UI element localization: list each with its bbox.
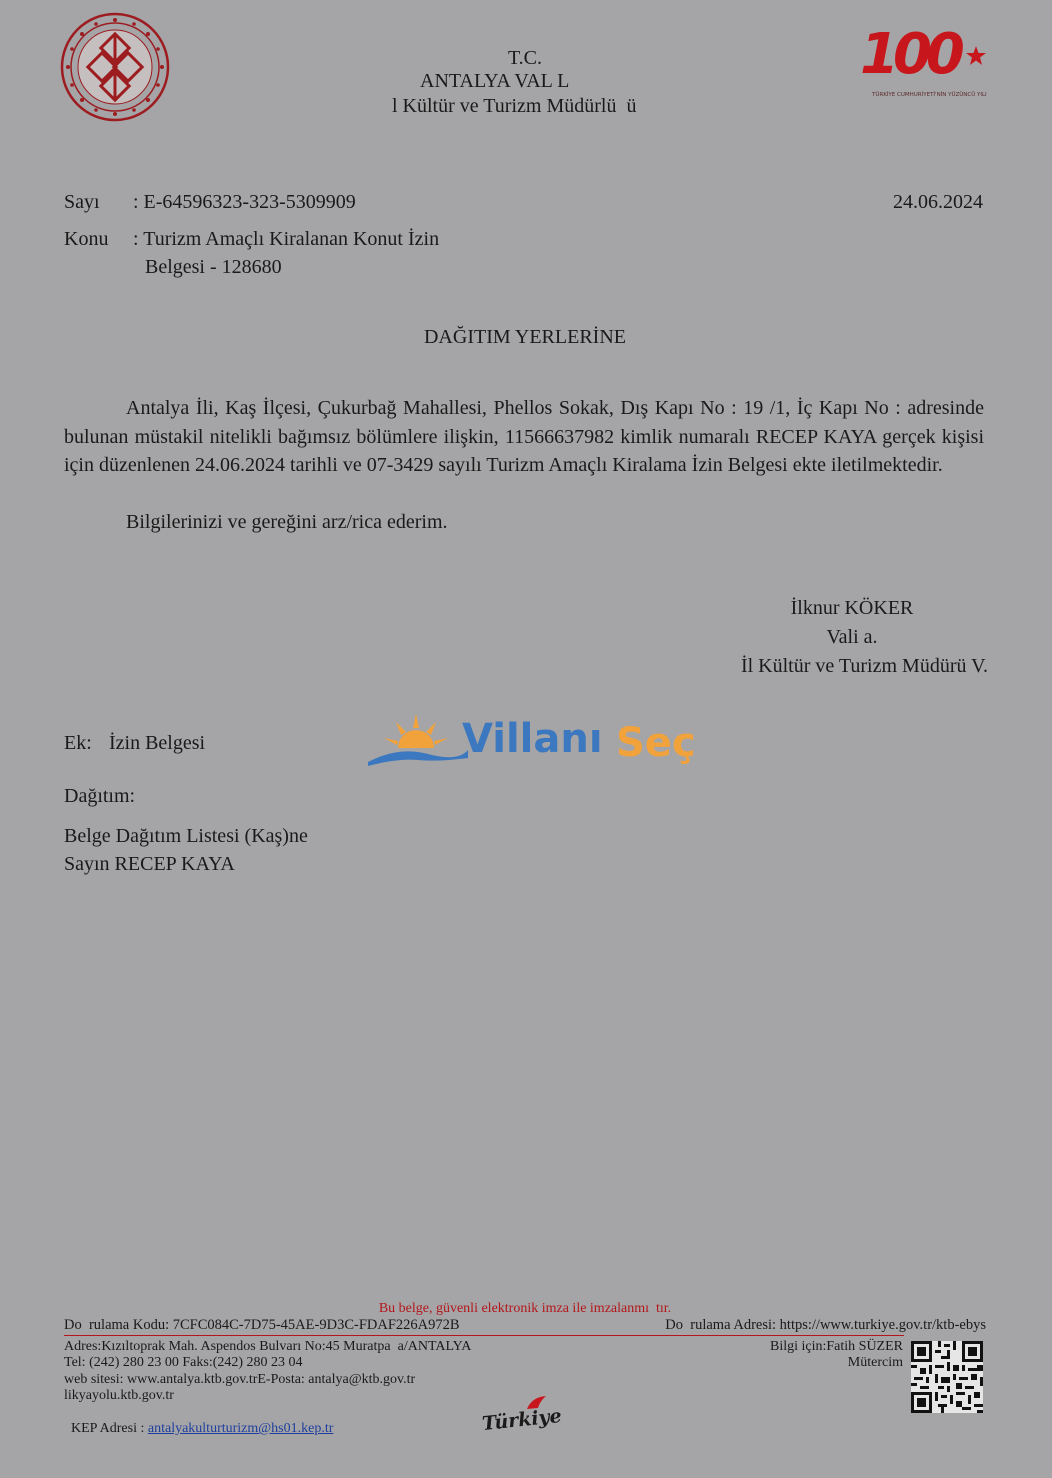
distribution-item-1: Belge Dağıtım Listesi (Kaş)ne xyxy=(64,825,308,847)
esign-note: Bu belge, güvenli elektronik imza ile imzalanmı tır. xyxy=(378,1301,672,1316)
konu-label: Konu xyxy=(64,228,109,250)
footer-info: Bilgi için:Fatih SÜZER xyxy=(769,1339,903,1354)
centennial-badge xyxy=(860,22,990,102)
verification-code: Do rulama Kodu: 7CFC084C-7D75-45AE-9D3C-FDAF226A972B xyxy=(64,1317,460,1333)
watermark-word-1: Villanı xyxy=(462,716,603,762)
body-paragraph-1: Antalya İli, Kaş İlçesi, Çukurbağ Mahallesi, Phellos Sokak, Dış Kapı No : 19 /1, İç Kapı No : adresinde bulunan müstakil nitelikli bağımsız bölümlere ilişkin, 11566637982 kimlik numaralı RECEP KAYA gerçek kişisi için düzenlenen 24.06.2024 tarihli ve 07-3429 sayılı Turizm Amaçlı Kiralama İzin Belgesi ekte iletilmektedir. xyxy=(64,397,984,477)
star-crescent-icon xyxy=(964,44,988,73)
sayi-label: Sayı xyxy=(64,191,100,213)
qr-code-icon xyxy=(911,1341,983,1413)
footer-web-2: likyayolu.ktb.gov.tr xyxy=(64,1388,174,1403)
attachment-label: Ek: xyxy=(64,732,92,754)
centennial-caption: TÜRKİYE CUMHURİYETİ'NİN YÜZÜNCÜ YILI xyxy=(872,92,987,98)
footer-phone: Tel: (242) 280 23 00 Faks:(242) 280 23 04 xyxy=(64,1355,303,1370)
sun-waves-icon xyxy=(368,710,468,770)
kep-address-link[interactable]: antalyakulturturizm@hs01.kep.tr xyxy=(147,1421,334,1436)
attachment-value: İzin Belgesi xyxy=(109,732,206,754)
watermark-logo xyxy=(368,710,698,770)
footer-address: Adres:Kızıltoprak Mah. Aspendos Bulvarı No:45 Muratpa a/ANTALYA xyxy=(64,1339,472,1354)
kep-label: KEP Adresi : xyxy=(71,1421,148,1436)
konu-value-line2: Belgesi - 128680 xyxy=(145,256,282,278)
signatory-title-2: İl Kültür ve Turizm Müdürü V. xyxy=(740,655,988,677)
centennial-number: 100 xyxy=(860,22,959,87)
ministry-emblem-icon xyxy=(58,12,172,122)
footer-divider xyxy=(64,1335,904,1336)
header-tc: T.C. xyxy=(507,47,543,69)
footer-info-title: Mütercim xyxy=(847,1355,903,1370)
header-governorship: ANTALYA VAL L xyxy=(420,70,570,92)
signatory-name: İlknur KÖKER xyxy=(790,597,914,619)
verification-address: Do rulama Adresi: https://www.turkiye.gov.tr/ktb-ebys xyxy=(665,1317,986,1333)
addressee: DAĞITIM YERLERİNE xyxy=(423,326,626,348)
distribution-item-2: Sayın RECEP KAYA xyxy=(64,853,235,875)
turkiye-brand-logo xyxy=(480,1395,570,1443)
footer-kep xyxy=(64,1405,333,1437)
document-date: 24.06.2024 xyxy=(893,191,983,213)
turkiye-brand-text: Türkiye xyxy=(481,1404,563,1436)
konu-value-line1: : Turizm Amaçlı Kiralanan Konut İzin xyxy=(133,228,440,250)
sayi-value: : E-64596323-323-5309909 xyxy=(133,191,356,213)
watermark-word-2: Seç xyxy=(616,720,696,766)
footer-web: web sitesi: www.antalya.ktb.gov.trE-Posta: antalya@ktb.gov.tr xyxy=(64,1372,416,1387)
body-paragraph-2: Bilgilerinizi ve gereğini arz/rica ederim. xyxy=(126,511,448,533)
header-directorate: l Kültür ve Turizm Müdürlü ü xyxy=(392,95,637,117)
distribution-label: Dağıtım: xyxy=(64,785,136,807)
signatory-title-1: Vali a. xyxy=(826,626,878,648)
